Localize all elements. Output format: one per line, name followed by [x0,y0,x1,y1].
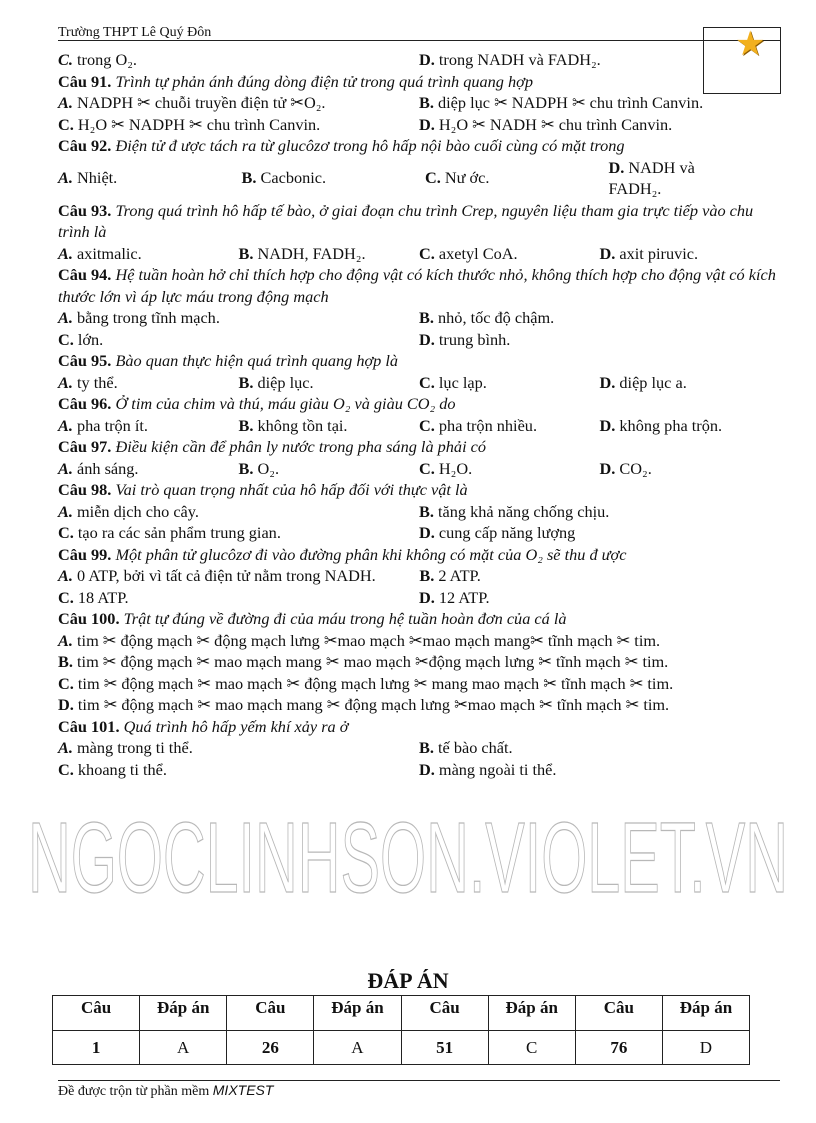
option-label: B. [419,501,434,521]
question-number: Câu 96. [58,394,112,413]
answer-option-a[interactable] [58,565,382,587]
options-row [58,307,780,329]
question-text: Vai trò quan trọng nhất của hô hấp đối với thực vật là [115,480,468,499]
header-cell: Câu [575,996,662,1031]
answer-option-d[interactable] [419,114,780,136]
option-label: D. [58,695,74,714]
answer-option-d[interactable] [600,372,781,394]
option-text: trung bình. [438,329,511,349]
option-text: Cacbonic. [260,168,327,188]
options-row [58,92,780,114]
option-text: NADPH ✂ chuỗi truyền điện tử ✂O₂. [77,93,326,112]
options-row [58,694,780,716]
header-cell: Câu [53,996,140,1031]
answer-option-c[interactable] [419,243,600,265]
answer-option-b[interactable] [239,243,420,265]
option-label: A. [58,501,73,521]
option-text: pha trộn ít. [77,415,149,435]
answer-cell: A [140,1031,227,1065]
option-label: A. [58,243,73,263]
options-row [58,501,780,523]
watermark [28,814,788,896]
question-number: Câu 100. [58,609,120,628]
option-text: CO₂. [619,458,652,478]
option-label: A. [58,372,73,392]
option-label: A. [58,168,73,188]
answer-option-d[interactable] [419,329,780,351]
answer-option-c[interactable] [58,522,419,544]
option-label: B. [419,566,435,585]
answer-option-b[interactable] [419,307,780,329]
answer-title: ĐÁP ÁN [367,968,449,993]
answer-option-c[interactable] [419,458,600,480]
options-row [58,372,780,394]
question-text: Điện tử đ ược tách ra từ glucôzơ trong hô hấp nội bào cuối cùng có mặt trong [115,136,625,155]
option-label: C. [419,415,435,435]
answer-option-a[interactable] [58,243,239,265]
options-row [58,759,780,781]
answer-option-a[interactable] [58,630,780,652]
question-number: Câu 93. [58,200,112,220]
option-label: D. [599,458,616,478]
header-cell: Đáp án [140,996,227,1031]
answer-option-c[interactable] [419,415,600,437]
option-text: không tồn tại. [257,415,348,435]
options-row [58,587,780,609]
option-text: 2 ATP. [438,566,481,585]
option-text: tế bào chất. [438,738,513,757]
answer-option-d[interactable] [419,522,780,544]
answer-option-b[interactable] [239,458,420,480]
option-label: C. [58,50,73,69]
option-text: H₂O ✂ NADPH ✂ chu trình Canvin. [77,114,321,134]
option-text: không pha trộn. [619,415,723,435]
answer-option-a[interactable] [58,501,419,523]
option-label: C. [419,243,435,263]
question-text: Một phân tử glucôzơ đi vào đường phân khi không có mặt của O₂ sẽ thu đ ược [115,544,627,564]
footer [58,1082,273,1100]
option-text: H₂O ✂ NADH ✂ chu trình Canvin. [438,114,673,134]
option-label: D. [599,243,616,263]
option-label: D. [419,50,435,69]
question-stem [58,436,780,458]
options-row [58,673,780,695]
option-label: C. [419,458,435,478]
options-row [58,630,780,652]
answer-option-c[interactable] [58,759,419,781]
answer-header-row [53,996,750,1031]
question-stem [58,200,780,243]
option-label: B. [58,652,73,671]
options-row [58,651,780,673]
answer-option-a[interactable] [58,92,419,114]
answer-option-c[interactable] [419,372,600,394]
answer-option-b[interactable] [419,501,780,523]
question-stem [58,608,780,630]
options-row [58,522,780,544]
option-text: tim ✂ động mạch ✂ động mạch lưng ✂mao mạch ✂mao mạch mang✂ tĩnh mạch ✂ tim. [77,630,661,650]
option-text: diệp lục ✂ NADPH ✂ chu trình Canvin. [438,93,704,112]
option-text: 12 ATP. [438,587,490,607]
option-label: D. [419,114,435,134]
answer-table [52,995,750,1065]
answer-option-b[interactable] [419,737,780,759]
option-label: D. [599,415,616,435]
header-divider [58,40,780,41]
option-text: 18 ATP. [77,587,129,607]
option-text: NADH, FADH₂. [257,243,366,263]
option-text: axitmalic. [77,243,142,263]
option-text: lục lạp. [438,372,487,392]
question-text: Hệ tuần hoàn hở chỉ thích hợp cho động vật có kích thước nhỏ, không thích hợp cho động vật có kích thước lớn vì áp lực máu trong động mạch [58,265,776,306]
question-number-cell: 76 [575,1031,662,1065]
option-label: C. [58,673,74,693]
question-stem [58,71,780,93]
answer-option-c[interactable] [58,673,780,695]
header-cell: Đáp án [314,996,401,1031]
option-label: B. [238,372,254,392]
option-text: NADH và FADH₂. [608,157,695,198]
option-text: miễn dịch cho cây. [77,501,199,521]
question-stem [58,544,780,566]
option-text: axetyl CoA. [438,243,518,263]
answer-option-d[interactable] [419,587,780,609]
option-text: nhỏ, tốc độ chậm. [438,308,555,327]
option-text: ty thể. [77,372,118,392]
options-row [58,157,780,200]
answer-option-b[interactable] [239,415,420,437]
question-number: Câu 94. [58,265,112,284]
answer-option-c[interactable] [58,114,419,136]
option-text: ánh sáng. [77,458,139,478]
option-label: D. [419,759,435,779]
option-text: diệp lục. [257,372,314,392]
option-text: pha trộn nhiều. [438,415,538,435]
question-text: Trình tự phản ánh đúng dòng điện tử trong quá trình quang hợp [115,71,533,91]
question-number: Câu 91. [58,71,112,91]
question-text: Trong quá trình hô hấp tế bào, ở giai đoạn chu trình Crep, nguyên liệu tham gia trực tiếp vào chu trình là [58,200,754,241]
answer-row [53,1031,750,1065]
answer-option-b[interactable] [419,565,780,587]
answer-option-b[interactable] [239,372,420,394]
answer-option-c[interactable] [425,167,609,189]
option-label: C. [58,523,74,542]
option-text: tăng khả năng chống chịu. [438,501,610,521]
option-label: D. [599,372,616,392]
answer-option-d[interactable] [609,157,749,200]
header-cell: Đáp án [488,996,575,1031]
option-label: C. [58,329,74,349]
option-text: Nư ớc. [444,168,490,188]
option-text: tim ✂ động mạch ✂ mao mạch ✂ động mạch lưng ✂ mang mao mạch ✂ tĩnh mạch ✂ tim. [77,673,674,693]
option-label: D. [419,523,435,542]
school-header: Trường THPT Lê Quý Đôn [58,25,212,40]
question-text: Điều kiện cần để phân ly nước trong pha sáng là phải có [115,437,487,456]
header-cell: Câu [401,996,488,1031]
option-text: H₂O. [438,458,473,478]
answer-cell: A [314,1031,401,1065]
answer-option-d[interactable] [58,694,780,716]
answer-option-b[interactable] [419,92,780,114]
answer-option-b[interactable] [242,167,426,189]
option-text: Nhiệt. [77,168,118,188]
option-text: axit piruvic. [619,243,699,263]
watermark-text: NGOCLINHSON.VIOLET.VN [28,814,788,896]
answer-option-d[interactable] [419,49,780,71]
option-text: tạo ra các sản phẩm trung gian. [77,523,281,542]
question-number-cell: 26 [227,1031,314,1065]
answer-option-d[interactable] [600,458,781,480]
answer-option-a[interactable] [58,458,239,480]
option-label: C. [58,759,74,779]
options-row [58,329,780,351]
option-text: tim ✂ động mạch ✂ mao mạch mang ✂ động mạch lưng ✂mao mạch ✂ tĩnh mạch ✂ tim. [77,695,670,714]
question-stem [58,716,780,738]
option-text: cung cấp năng lượng [438,523,576,542]
answer-option-c[interactable] [58,329,419,351]
option-text: lớn. [77,329,104,349]
answer-option-c[interactable] [58,49,419,71]
option-label: D. [608,157,625,177]
option-label: C. [58,587,74,607]
answer-option-d[interactable] [600,243,781,265]
footer-software: MIXTEST [212,1082,274,1098]
answer-option-b[interactable] [58,651,780,673]
option-label: D. [419,329,435,349]
options-row [58,114,780,136]
option-text: trong O₂. [77,50,137,69]
question-number-cell: 51 [401,1031,488,1065]
option-label: A. [58,458,73,478]
answer-option-d[interactable] [419,759,780,781]
option-text: 0 ATP, bởi vì tất cả điện tử nằm trong NADH. [77,566,376,585]
answer-option-a[interactable] [58,307,419,329]
footer-text: Đề được trộn từ phần mềm [58,1084,210,1099]
options-row [58,737,780,759]
question-text: Trật tự đúng về đường đi của máu trong hệ tuần hoàn đơn của cá là [123,609,567,628]
question-text: Ở tim của chim và thú, máu giàu O₂ và giàu CO₂ do [115,394,456,413]
option-text: O₂. [257,458,280,478]
header-cell: Câu [227,996,314,1031]
option-label: A. [58,630,73,650]
answer-cell: C [488,1031,575,1065]
answer-cell: D [662,1031,749,1065]
option-text: bằng trong tĩnh mạch. [77,308,220,327]
options-row [58,415,780,437]
option-label: B. [419,93,434,112]
question-number-cell: 1 [53,1031,140,1065]
answer-option-a[interactable] [58,415,239,437]
question-text: Quá trình hô hấp yếm khí xảy ra ở [123,716,349,736]
question-stem [58,479,780,501]
header-cell: Đáp án [662,996,749,1031]
option-label: A. [58,415,73,435]
option-text: tim ✂ động mạch ✂ mao mạch mang ✂ mao mạch ✂động mạch lưng ✂ tĩnh mạch ✂ tim. [77,652,669,671]
question-list [58,49,780,780]
options-row [58,49,780,71]
answer-option-c[interactable] [58,587,419,609]
option-text: diệp lục a. [619,372,687,392]
option-label: A. [58,738,73,757]
question-stem [58,135,780,157]
answer-option-a[interactable] [58,372,239,394]
question-number: Câu 95. [58,351,112,370]
question-text: Bào quan thực hiện quá trình quang hợp là [115,351,399,370]
question-number: Câu 97. [58,437,112,456]
option-label: D. [419,587,435,607]
option-label: A. [58,93,73,112]
options-row [58,243,780,265]
option-label: C. [58,114,74,134]
question-number: Câu 99. [58,544,112,564]
option-label: A. [58,308,73,327]
option-label: B. [238,243,254,263]
option-label: C. [419,372,435,392]
answer-option-a[interactable] [58,167,242,189]
option-label: B. [419,738,434,757]
option-label: B. [419,308,434,327]
question-number: Câu 101. [58,716,120,736]
option-text: màng ngoài ti thể. [438,759,557,779]
question-stem [58,393,780,415]
question-number: Câu 98. [58,480,112,499]
option-label: A. [58,566,73,585]
option-label: C. [425,168,441,188]
answer-option-a[interactable] [58,737,419,759]
question-stem [58,264,780,307]
question-stem [58,350,780,372]
options-row [58,458,780,480]
option-text: khoang ti thể. [77,759,167,779]
star-icon: ★ [735,26,766,63]
option-label: B. [238,458,254,478]
option-text: trong NADH và FADH₂. [438,50,601,69]
question-number: Câu 92. [58,136,112,155]
options-row [58,565,780,587]
answer-option-d[interactable] [600,415,781,437]
option-label: B. [238,415,254,435]
option-text: màng trong ti thể. [77,738,193,757]
footer-divider [58,1080,780,1081]
option-label: B. [241,168,257,188]
